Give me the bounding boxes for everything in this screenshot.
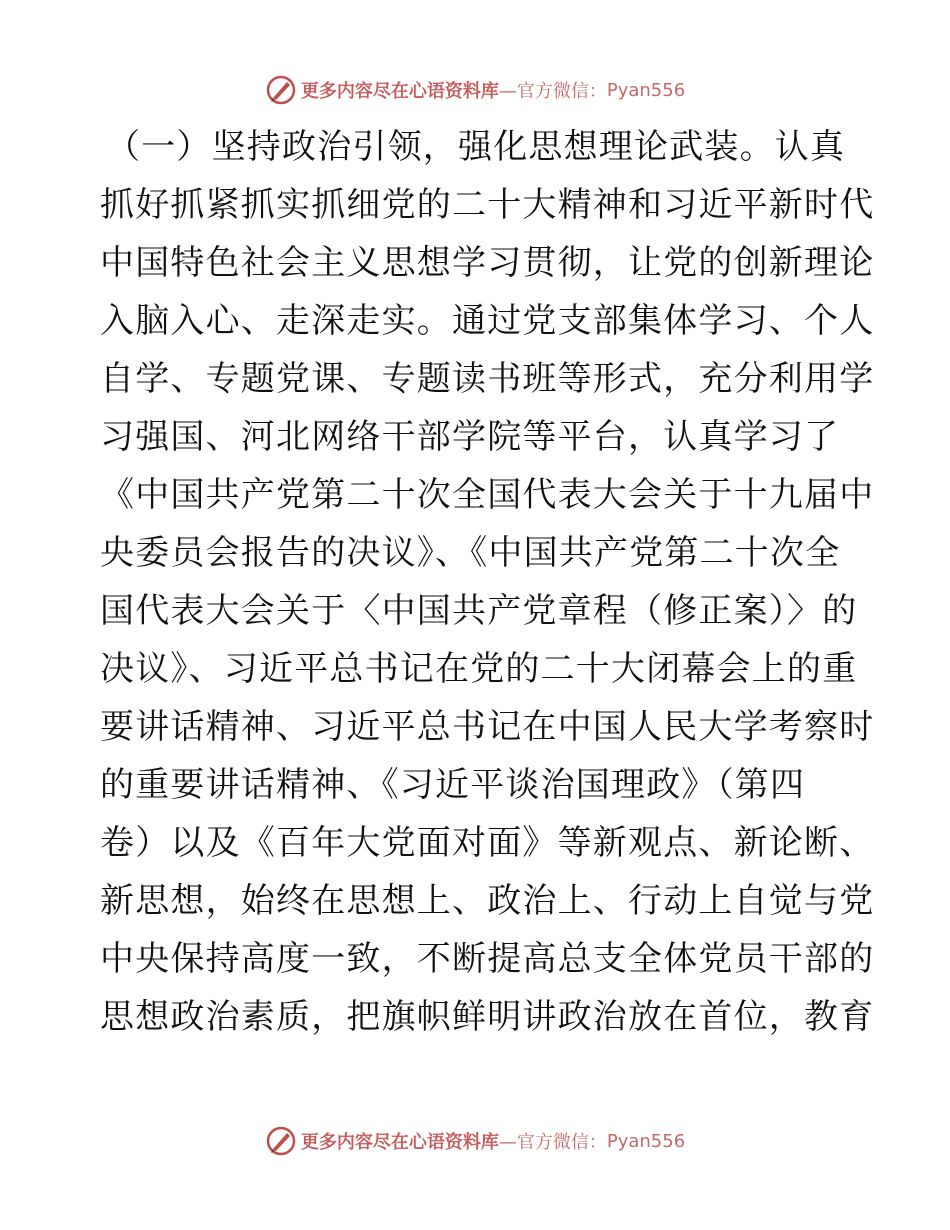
- text-line: 的重要讲话精神、《习近平谈治国理政》（第四: [100, 765, 806, 805]
- watermark-brand: 更多内容尽在心语资料库: [300, 81, 499, 102]
- text-line: 要讲话精神、习近平总书记在中国人民大学考察时: [100, 707, 875, 747]
- text-line: （一）坚持政治引领，强化思想理论武装。认真: [106, 127, 846, 167]
- text-line: 自学、专题党课、专题读书班等形式，充分利用学: [100, 359, 875, 399]
- footer-watermark: [0, 1121, 950, 1161]
- text-line: 决议》、习近平总书记在党的二十大闭幕会上的重: [100, 649, 858, 689]
- text-line: 国代表大会关于〈中国共产党章程（修正案）〉的: [100, 591, 858, 631]
- watermark-brand: 更多内容尽在心语资料库: [300, 1132, 499, 1153]
- document-body: [100, 118, 875, 1046]
- quill-seal-logo-icon: [265, 74, 297, 106]
- text-line: 《中国共产党第二十次全国代表大会关于十九届中: [100, 475, 875, 515]
- watermark-account: Pyan556: [606, 1130, 686, 1152]
- text-line: 思想政治素质，把旗帜鲜明讲政治放在首位，教育: [100, 997, 875, 1037]
- text-line: 中国特色社会主义思想学习贯彻，让党的创新理论: [100, 243, 875, 283]
- header-watermark: [0, 70, 950, 110]
- text-line: 入脑入心、走深走实。通过党支部集体学习、个人: [100, 301, 875, 341]
- text-line: 卷）以及《百年大党面对面》等新观点、新论断、: [100, 823, 875, 863]
- text-line: 中央保持高度一致，不断提高总支全体党员干部的: [100, 939, 875, 979]
- watermark-separator: —官方微信：: [498, 81, 607, 102]
- watermark-account: Pyan556: [606, 79, 686, 101]
- quill-seal-logo-icon: [265, 1125, 297, 1157]
- text-line: 抓好抓紧抓实抓细党的二十大精神和习近平新时代: [100, 185, 875, 225]
- watermark-separator: —官方微信：: [498, 1132, 607, 1153]
- text-line: 央委员会报告的决议》、《中国共产党第二十次全: [100, 533, 841, 573]
- text-line: 习强国、河北网络干部学院等平台，认真学习了: [100, 417, 840, 457]
- text-line: 新思想，始终在思想上、政治上、行动上自觉与党: [100, 881, 875, 921]
